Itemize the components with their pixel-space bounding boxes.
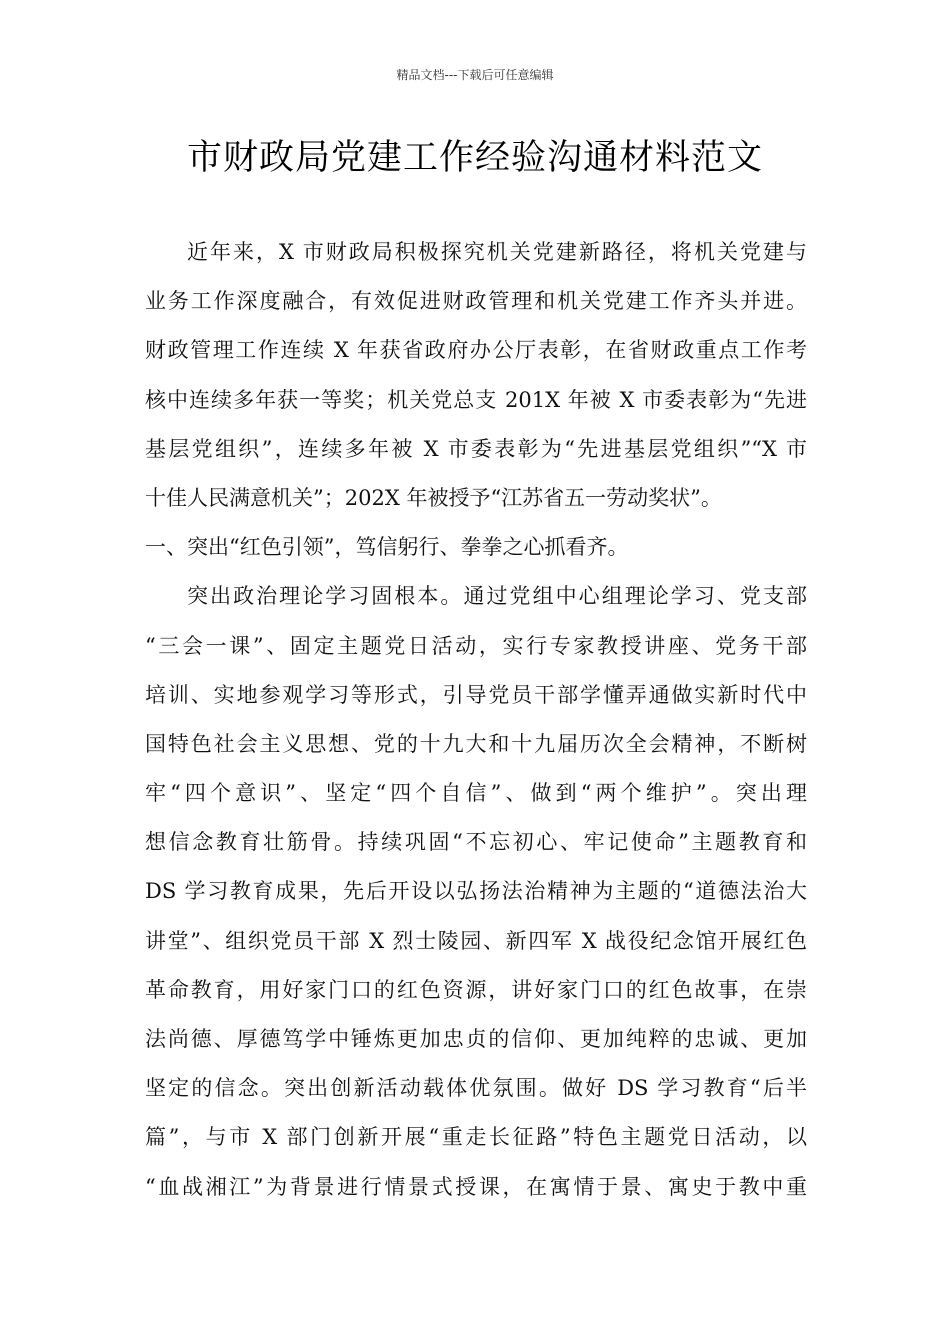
paragraph-line: 基层党组织”，连续多年被 X 市委表彰为“先进基层党组织”“X 市 [145,436,807,461]
document-body [145,228,807,1212]
paragraph-line: 财政管理工作连续 X 年获省政府办公厅表彰，在省财政重点工作考 [145,338,807,363]
section-heading: 一、突出“红色引领”，笃信躬行、拳拳之心抓看齐。 [145,535,629,560]
paragraph-line: 突出政治理论学习固根本。通过党组中心组理论学习、党支部 [187,584,807,609]
paragraph-line: 核中连续多年获一等奖；机关党总支 201X 年被 X 市委表彰为“先进 [145,387,807,412]
paragraph-line: 篇”，与市 X 部门创新开展“重走长征路”特色主题党日活动，以 [145,1125,807,1150]
document-title: 市财政局党建工作经验沟通材料范文 [186,138,763,178]
paragraph-line: 牢“四个意识”、坚定“四个自信”、做到“两个维护”。突出理 [145,781,807,806]
paragraph-line: DS 学习教育成果，先后开设以弘扬法治精神为主题的“道德法治大 [145,879,807,904]
paragraph-line: 国特色社会主义思想、党的十九大和十九届历次全会精神，不断树 [145,731,807,756]
page-header-note: 精品文档---下载后可任意编辑 [396,68,554,82]
paragraph-line: 讲堂”、组织党员干部 X 烈士陵园、新四军 X 战役纪念馆开展红色 [145,928,807,953]
paragraph-line: 培训、实地参观学习等形式，引导党员干部学懂弄通做实新时代中 [145,682,807,707]
paragraph-line: 近年来，X 市财政局积极探究机关党建新路径，将机关党建与 [187,240,807,264]
paragraph-line: 业务工作深度融合，有效促进财政管理和机关党建工作齐头并进。 [145,289,807,314]
paragraph-line: 革命教育，用好家门口的红色资源，讲好家门口的红色故事，在崇 [145,977,807,1002]
paragraph-line: “三会一课”、固定主题党日活动，实行专家教授讲座、党务干部 [145,633,807,658]
paragraph-line: 坚定的信念。突出创新活动载体优氛围。做好 DS 学习教育“后半 [145,1076,807,1101]
paragraph-line: 十佳人民满意机关”；202X 年被授予“江苏省五一劳动奖状”。 [145,485,722,510]
paragraph-line: “血战湘江”为背景进行情景式授课，在寓情于景、寓史于教中重 [145,1174,807,1199]
paragraph-line: 想信念教育壮筋骨。持续巩固“不忘初心、牢记使命”主题教育和 [145,830,807,855]
paragraph-line: 法尚德、厚德笃学中锤炼更加忠贞的信仰、更加纯粹的忠诚、更加 [145,1027,807,1051]
